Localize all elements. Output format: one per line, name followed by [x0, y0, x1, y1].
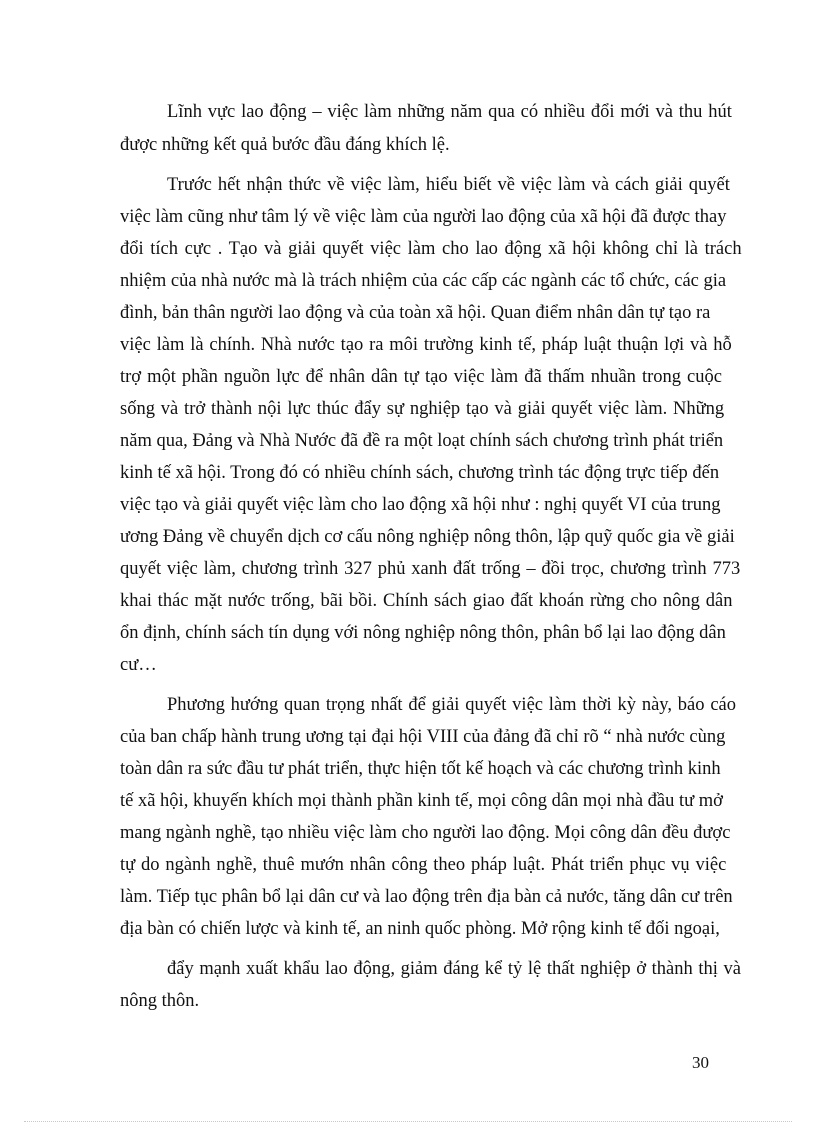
paragraph-3-line-7: làm. Tiếp tục phân bổ lại dân cư và lao động trên địa bàn cả nước, tăng dân cư trên — [120, 887, 733, 907]
paragraph-2-line-3: đổi tích cực . Tạo và giải quyết việc làm cho lao động xã hội không chỉ là trách — [120, 239, 742, 259]
paragraph-2-line-6: việc làm là chính. Nhà nước tạo ra môi trường kinh tế, pháp luật thuận lợi và hỗ — [120, 335, 732, 355]
paragraph-2-line-4: nhiệm của nhà nước mà là trách nhiệm của các cấp các ngành các tổ chức, các gia — [120, 271, 727, 291]
paragraph-1-line-1: Lĩnh vực lao động – việc làm những năm qua có nhiều đổi mới và thu hút — [167, 102, 732, 122]
paragraph-4-line-1: đẩy mạnh xuất khẩu lao động, giảm đáng kể tỷ lệ thất nghiệp ở thành thị và — [167, 959, 741, 979]
page-bottom-divider — [24, 1121, 792, 1122]
paragraph-2-line-7: trợ một phần nguồn lực để nhân dân tự tạo việc làm đã thấm nhuần trong cuộc — [120, 367, 722, 387]
page-number: 30 — [692, 1053, 709, 1072]
paragraph-2-line-12: ương Đảng về chuyển dịch cơ cấu nông nghiệp nông thôn, lập quỹ quốc gia về giải — [120, 527, 735, 547]
paragraph-2-line-10: kinh tế xã hội. Trong đó có nhiều chính sách, chương trình tác động trực tiếp đến — [120, 463, 720, 483]
paragraph-2-line-14: khai thác mặt nước trống, bãi bồi. Chính sách giao đất khoán rừng cho nông dân — [120, 591, 733, 611]
paragraph-3-line-6: tự do ngành nghề, thuê mướn nhân công theo pháp luật. Phát triển phục vụ việc — [120, 855, 727, 875]
paragraph-4-line-2: nông thôn. — [120, 991, 200, 1011]
paragraph-2-line-15: ổn định, chính sách tín dụng với nông nghiệp nông thôn, phân bổ lại lao động dân — [120, 623, 726, 643]
paragraph-2-line-8: sống và trở thành nội lực thúc đẩy sự nghiệp tạo và giải quyết việc làm. Những — [120, 399, 725, 419]
paragraph-2-line-1: Trước hết nhận thức về việc làm, hiểu biết về việc làm và cách giải quyết — [167, 175, 730, 195]
paragraph-3-line-8: địa bàn có chiến lược và kinh tế, an ninh quốc phòng. Mở rộng kinh tế đối ngoại, — [120, 919, 720, 939]
paragraph-1-line-2: được những kết quả bước đầu đáng khích lệ. — [120, 135, 450, 155]
paragraph-2-line-16: cư… — [120, 655, 157, 675]
paragraph-2-line-2: việc làm cũng như tâm lý về việc làm của người lao động của xã hội đã được thay — [120, 207, 727, 227]
paragraph-2-line-13: quyết việc làm, chương trình 327 phủ xanh đất trống – đồi trọc, chương trình 773 — [120, 559, 741, 579]
paragraph-3-line-5: mang ngành nghề, tạo nhiều việc làm cho người lao động. Mọi công dân đều được — [120, 823, 731, 843]
paragraph-3-line-2: của ban chấp hành trung ương tại đại hội VIII của đảng đã chỉ rõ “ nhà nước cùng — [120, 727, 726, 747]
paragraph-2-line-9: năm qua, Đảng và Nhà Nước đã đề ra một loạt chính sách chương trình phát triển — [120, 431, 724, 451]
paragraph-3-line-1: Phương hướng quan trọng nhất để giải quyết việc làm thời kỳ này, báo cáo — [167, 695, 737, 715]
paragraph-3-line-4: tế xã hội, khuyến khích mọi thành phần kinh tế, mọi công dân mọi nhà đầu tư mở — [120, 791, 723, 811]
paragraph-2-line-5: đình, bản thân người lao động và của toàn xã hội. Quan điểm nhân dân tự tạo ra — [120, 303, 711, 323]
paragraph-2-line-11: việc tạo và giải quyết việc làm cho lao động xã hội như : nghị quyết VI của trung — [120, 495, 721, 515]
paragraph-3-line-3: toàn dân ra sức đầu tư phát triển, thực hiện tốt kế hoạch và các chương trình kinh — [120, 759, 721, 779]
